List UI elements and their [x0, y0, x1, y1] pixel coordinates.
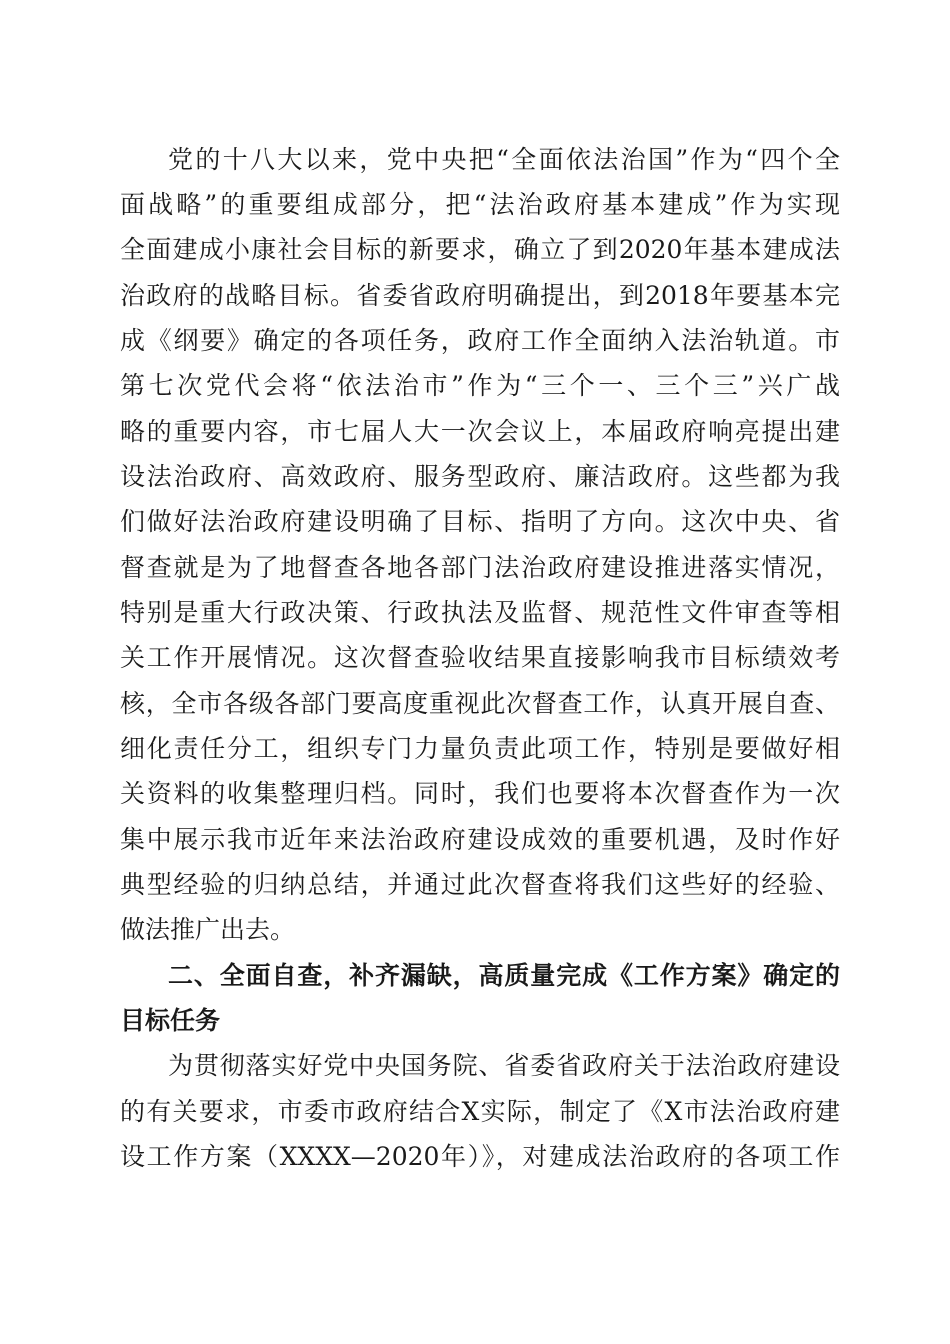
paragraph-1-line-16: 集中展示我市近年来法治政府建设成效的重要机遇，及时作好: [120, 825, 840, 854]
paragraph-1-line-17: 典型经验的归纳总结，并通过此次督查将我们这些好的经验、: [120, 870, 840, 899]
paragraph-1-line-3: 全面建成小康社会目标的新要求，确立了到2020年基本建成法: [120, 235, 840, 264]
paragraph-1-line-6: 第七次党代会将“依法治市”作为“三个一、三个三”兴广战: [120, 371, 840, 400]
paragraph-1-line-4: 治政府的战略目标。省委省政府明确提出，到2018年要基本完: [120, 281, 840, 310]
paragraph-1-line-12: 关工作开展情况。这次督查验收结果直接影响我市目标绩效考: [120, 643, 840, 672]
section-heading-line-1: 二、全面自查，补齐漏缺，高质量完成《工作方案》确定的: [168, 961, 840, 990]
paragraph-1-line-10: 督查就是为了地督查各地各部门法治政府建设推进落实情况，: [120, 553, 840, 582]
paragraph-2-line-1: 为贯彻落实好党中央国务院、省委省政府关于法治政府建设: [168, 1051, 840, 1080]
paragraph-2-line-2: 的有关要求，市委市政府结合X实际，制定了《X市法治政府建: [120, 1097, 840, 1126]
paragraph-1-line-13: 核，全市各级各部门要高度重视此次督查工作，认真开展自查、: [120, 689, 840, 718]
paragraph-1-line-7: 略的重要内容，市七届人大一次会议上，本届政府响亮提出建: [120, 417, 840, 446]
paragraph-1-line-9: 们做好法治政府建设明确了目标、指明了方向。这次中央、省: [120, 507, 840, 536]
paragraph-1-line-5: 成《纲要》确定的各项任务，政府工作全面纳入法治轨道。市: [120, 326, 840, 355]
paragraph-1-line-8: 设法治政府、高效政府、服务型政府、廉洁政府。这些都为我: [120, 462, 840, 491]
section-heading-line-2: 目标任务: [120, 1006, 221, 1035]
paragraph-2-line-3: 设工作方案（XXXX—2020年）》，对建成法治政府的各项工作: [120, 1142, 840, 1171]
paragraph-1-line-11: 特别是重大行政决策、行政执法及监督、规范性文件审查等相: [120, 598, 840, 627]
paragraph-1-line-14: 细化责任分工，组织专门力量负责此项工作，特别是要做好相: [120, 734, 840, 763]
paragraph-1-line-18: 做法推广出去。: [120, 915, 296, 944]
paragraph-1-line-2: 面战略”的重要组成部分，把“法治政府基本建成”作为实现: [120, 190, 840, 219]
paragraph-1-line-1: 党的十八大以来，党中央把“全面依法治国”作为“四个全: [168, 145, 840, 174]
paragraph-1-line-15: 关资料的收集整理归档。同时，我们也要将本次督查作为一次: [120, 779, 840, 808]
